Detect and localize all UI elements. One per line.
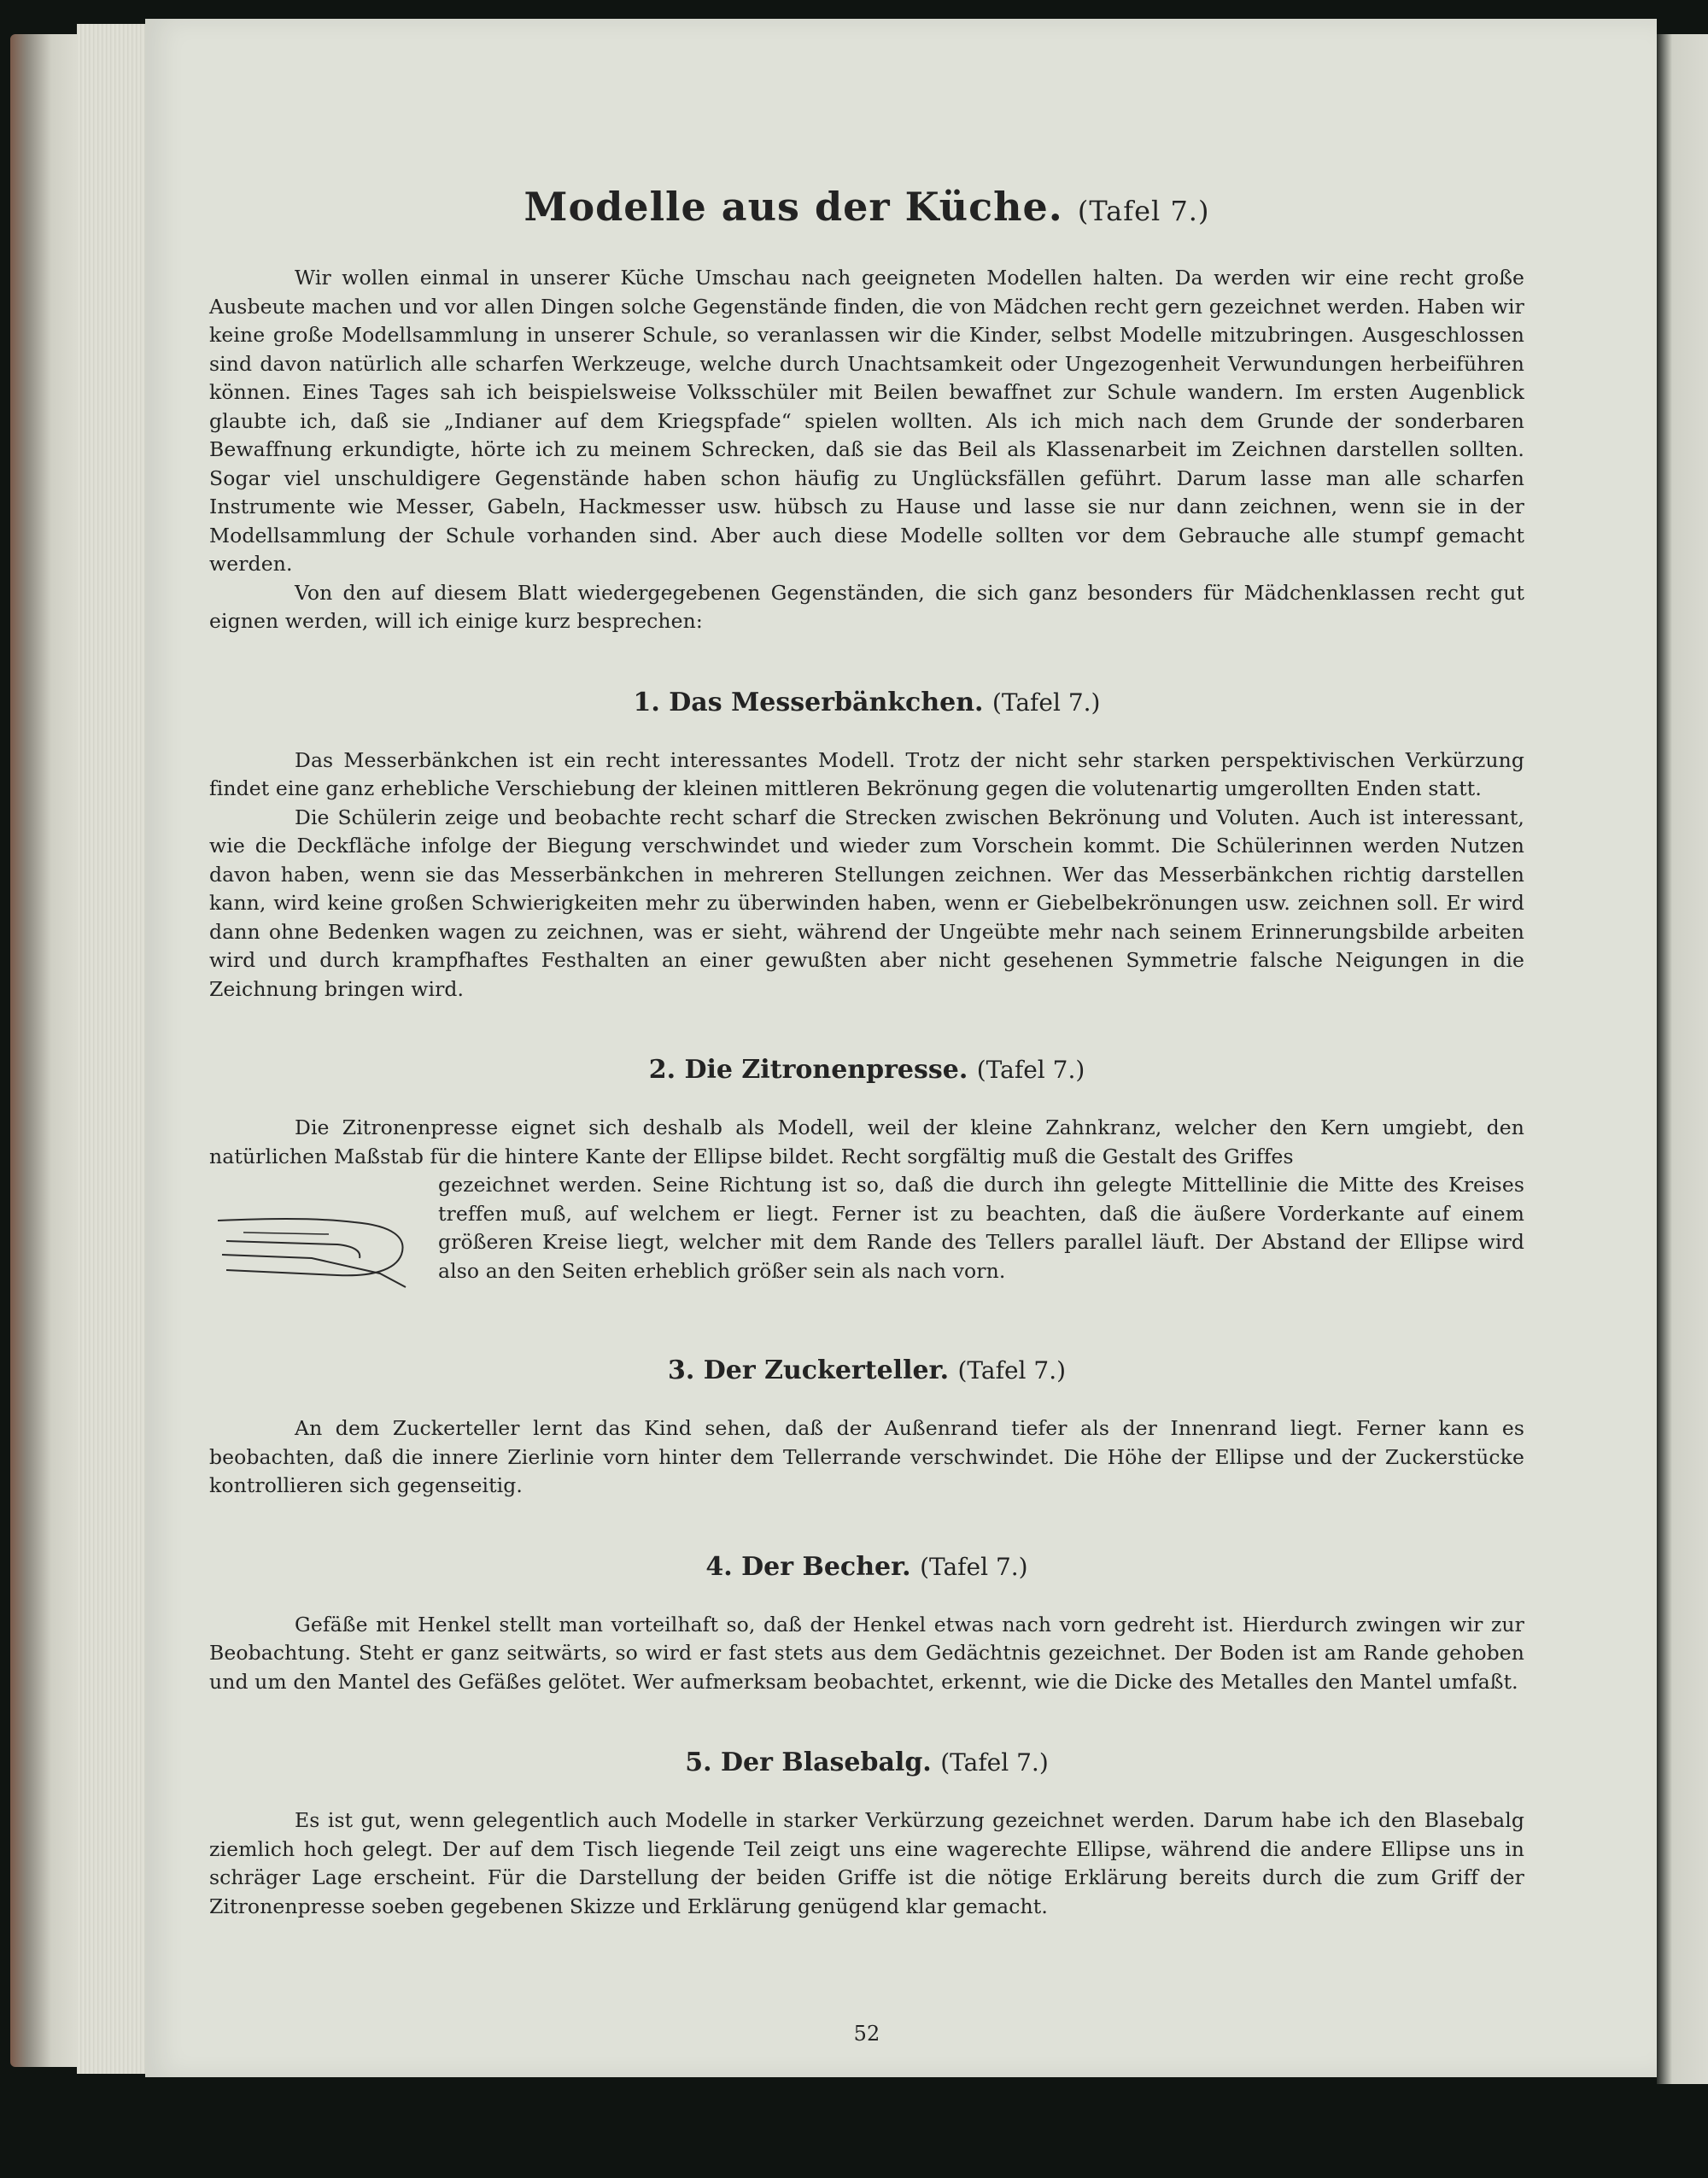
page-title-text: Modelle aus der Küche. [524, 184, 1063, 230]
page-title-tafel: (Tafel 7.) [1077, 195, 1210, 227]
next-page-edge [1657, 34, 1708, 2084]
section-1-tafel: (Tafel 7.) [991, 688, 1101, 717]
section-heading-5 [209, 1748, 1524, 1777]
section-4-paragraph-1: Gefäße mit Henkel stellt man vorteilhaft so, daß der Henkel etwas nach vorn gedreht ist. Hierdurch zwingen wir zur Beobachtung. Steht er ganz seitwärts, so wird er fast stets aus dem Gedächtnis gezeichnet. Der Boden ist am Rande gehoben und um den Mantel des Gefäßes gelötet. Wer aufmerksam beobachtet, erkennt, wie die Dicke des Metalles den Mantel umfaßt. [209, 1612, 1524, 1694]
page-content [209, 184, 1524, 2046]
section-1-title: 1. Das Messerbänkchen. [633, 687, 984, 717]
intro-paragraph-2: Von den auf diesem Blatt wiedergegebenen Gegenständen, die sich ganz besonders für Mädchenklassen recht gut eignen werden, will ich einige kurz besprechen: [209, 580, 1524, 633]
handle-sketch-figure [209, 1202, 414, 1304]
page-number: 52 [853, 2022, 880, 2046]
book-cover-edge [10, 34, 79, 2067]
section-4-title: 4. Der Becher. [705, 1551, 911, 1582]
page-stack-edge [77, 24, 154, 2074]
section-heading-2 [209, 1055, 1524, 1085]
section-1-paragraph-1: Das Messerbänkchen ist ein recht interessantes Modell. Trotz der nicht sehr starken perspektivischen Verkürzung findet eine ganz erhebliche Verschiebung der kleinen mittleren Bekrönung gegen die volutenartig umgerollten Enden statt. [209, 747, 1524, 800]
section-heading-4 [209, 1552, 1524, 1582]
section-5-title: 5. Der Blasebalg. [685, 1748, 932, 1777]
page-title [209, 184, 1524, 230]
section-2-title: 2. Die Zitronenpresse. [648, 1055, 968, 1085]
section-2-tafel: (Tafel 7.) [976, 1056, 1085, 1084]
section-3-title: 3. Der Zuckerteller. [667, 1355, 950, 1385]
section-2-paragraph-1: Die Zitronenpresse eignet sich deshalb als Modell, weil der kleine Zahnkranz, welcher den Kern umgiebt, den natürlichen Maßstab für die hintere Kante der Ellipse bildet. Recht sorgfältig muß die Gestalt des Griffes [209, 1115, 1524, 1168]
section-5-paragraph-1: Es ist gut, wenn gelegentlich auch Modelle in starker Verkürzung gezeichnet werden. Darum habe ich den Blasebalg ziemlich hoch gelegt. Der auf dem Tisch liegende Teil zeigt uns eine wagerechte Ellipse, während die andere Ellipse uns in schräger Lage erscheint. Für die Darstellung der beiden Griffe ist die nötige Erklärung bereits durch die zum Griff der Zitronenpresse soeben gegebenen Skizze und Erklärung genügend klar gemacht. [209, 1808, 1524, 1918]
section-1-paragraph-2: Die Schülerin zeige und beobachte recht scharf die Strecken zwischen Bekrönung und Voluten. Auch ist interessant, wie die Deckfläche infolge der Biegung verschwindet und wieder zum Vorschein kommt. Die Schülerinnen werden Nutzen davon haben, wenn sie das Messerbänkchen in mehreren Stellungen zeichnen. Wer das Messerbänkchen richtig darstellen kann, wird keine großen Schwierigkeiten mehr zu überwinden haben, wenn er Giebelbekrönungen usw. zeichnen soll. Er wird dann ohne Bedenken wagen zu zeichnen, was er sieht, während der Ungeübte mehr nach seinem Erinnerungsbilde arbeiten wird und durch krampfhaftes Festhalten an einer gewußten aber nicht gesehenen Symmetrie falsche Neigungen in die Zeichnung bringen wird. [209, 805, 1524, 1001]
section-heading-1 [209, 688, 1524, 717]
section-3-tafel: (Tafel 7.) [957, 1356, 1067, 1385]
section-2-paragraph-2: gezeichnet werden. Seine Richtung ist so, daß die durch ihn gelegte Mittellinie die Mitte des Kreises treffen muß, auf welchem er liegt. Ferner ist zu beachten, daß die äußere Vorderkante auf einem größeren Kreise liegt, welcher mit dem Rande des Tellers parallel läuft. Der Abstand der Ellipse wird also an den Seiten erheblich größer sein als nach vorn. [438, 1173, 1524, 1283]
section-heading-3 [209, 1355, 1524, 1385]
section-4-tafel: (Tafel 7.) [920, 1552, 1028, 1581]
intro-paragraph-1: Wir wollen einmal in unserer Küche Umschau nach geeigneten Modellen halten. Da werden wir eine recht große Ausbeute machen und vor allen Dingen solche Gegenstände finden, die von Mädchen recht gern gezeichnet werden. Haben wir keine große Modellsammlung in unserer Schule, so veranlassen wir die Kinder, selbst Modelle mitzubringen. Ausgeschlossen sind davon natürlich alle scharfen Werkzeuge, welche durch Unachtsamkeit oder Ungezogenheit Verwundungen herbeiführen können. Eines Tages sah ich beispielsweise Volksschüler mit Beilen bewaffnet zur Schule wandern. Im ersten Augenblick glaubte ich, daß sie „Indianer auf dem Kriegspfade“ spielen wollten. Als ich mich nach dem Grunde der sonderbaren Bewaffnung erkundigte, hörte ich zu meinem Schrecken, daß sie das Beil als Klassenarbeit im Zeichnen darstellen sollten. Sogar viel unschuldigere Gegenstände haben schon häufig zu Unglücksfällen geführt. Darum lasse man alle scharfen Instrumente wie Messer, Gabeln, Hackmesser usw. hübsch zu Hause und lasse sie nur dann zeichnen, wenn sie in der Modellsammlung der Schule vorhanden sind. Aber auch diese Modelle sollten vor dem Gebrauche alle stumpf gemacht werden. [209, 266, 1524, 576]
section-3-paragraph-1: An dem Zuckerteller lernt das Kind sehen, daß der Außenrand tiefer als der Innenrand liegt. Ferner kann es beobachten, daß die innere Zierlinie vorn hinter dem Tellerrande verschwindet. Die Höhe der Ellipse und der Zuckerstücke kontrollieren sich gegenseitig. [209, 1416, 1524, 1497]
sketch-block [209, 1171, 1524, 1304]
handle-sketch-drawing [209, 1202, 414, 1296]
section-5-tafel: (Tafel 7.) [940, 1748, 1049, 1777]
